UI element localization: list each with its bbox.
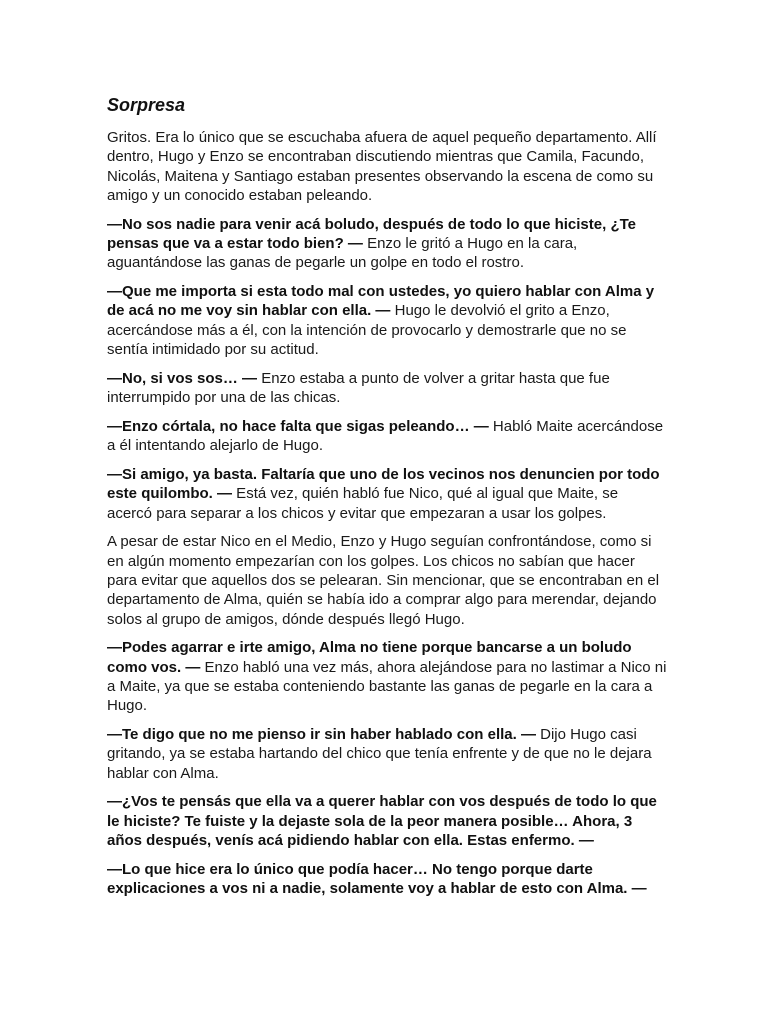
paragraph bbox=[107, 725, 667, 783]
dialogue-bold: —Enzo córtala, no hace falta que sigas peleando… — bbox=[107, 417, 489, 435]
narration-text: Hugo le devolvió el grito a Enzo, acercándose más a él, con la intención de provocarlo y demostrarle que no se sentía intimidado por su actitud. bbox=[107, 302, 627, 358]
narration-text: Dijo Hugo casi gritando, ya se estaba hartando del chico que tenía enfrente y de que no le dejara hablar con Alma. bbox=[107, 726, 652, 782]
dialogue-bold: —Si amigo, ya basta. Faltaría que uno de los vecinos nos denuncien por todo este quilombo. — bbox=[107, 465, 660, 503]
dialogue-bold: —Lo que hice era lo único que podía hacer… No tengo porque darte explicaciones a vos ni a nadie, solamente voy a hablar de esto con Alma. — bbox=[107, 860, 647, 898]
paragraph bbox=[107, 465, 667, 523]
paragraph bbox=[107, 532, 667, 628]
paragraph bbox=[107, 417, 667, 456]
narration-text: Está vez, quién habló fue Nico, qué al igual que Maite, se acercó para separar a los chicos y evitar que empezaran a usar los golpes. bbox=[107, 485, 619, 522]
dialogue-bold: —No, si vos sos… — bbox=[107, 369, 258, 387]
paragraph bbox=[107, 792, 667, 850]
paragraph bbox=[107, 282, 667, 359]
paragraph bbox=[107, 128, 667, 205]
dialogue-bold: —Podes agarrar e irte amigo, Alma no tiene porque bancarse a un boludo como vos. — bbox=[107, 639, 632, 676]
paragraph bbox=[107, 860, 667, 899]
dialogue-bold: —Que me importa si esta todo mal con ustedes, yo quiero hablar con Alma y de acá no me voy sin hablar con ella. — bbox=[107, 283, 655, 320]
paragraph bbox=[107, 369, 667, 408]
dialogue-bold: —Te digo que no me pienso ir sin haber hablado con ella. — bbox=[107, 726, 536, 744]
document-page bbox=[107, 94, 667, 908]
narration-text: Enzo habló una vez más, ahora alejándose para no lastimar a Nico ni a Maite, ya que se estaba conteniendo bastante las ganas de pegarle en la cara a Hugo. bbox=[107, 658, 667, 715]
paragraph bbox=[107, 215, 667, 273]
narration-text: Habló Maite acercándose a él intentando alejarlo de Hugo. bbox=[107, 417, 664, 455]
document-title: Sorpresa bbox=[107, 95, 186, 115]
narration-text: A pesar de estar Nico en el Medio, Enzo y Hugo seguían confrontándose, como si en algún momento empezarían con los golpes. Los chicos no sabían que hacer para evitar que aquellos dos se pelearan. Sin mencionar, que se encontraban en el departamento de Alma, quién se había ido a comprar algo para merendar, dejando solos al grupo de amigos, dónde después llegó Hugo. bbox=[107, 533, 660, 628]
dialogue-bold: —¿Vos te pensás que ella va a querer hablar con vos después de todo lo que le hiciste? Te fuiste y la dejaste sola de la peor manera posible… Ahora, 3 años después, venís acá pidiendo hablar con ella. Estas enfermo. — bbox=[107, 793, 657, 849]
narration-text: Enzo estaba a punto de volver a gritar hasta que fue interrumpido por una de las chicas. bbox=[107, 369, 610, 407]
narration-text: Gritos. Era lo único que se escuchaba afuera de aquel pequeño departamento. Allí dentro, Hugo y Enzo se encontraban discutiendo mientras que Camila, Facundo, Nicolás, Maitena y Santiago estaban presentes observando la escena de como su amigo y un conocido estaban peleando. bbox=[107, 129, 657, 204]
paragraph bbox=[107, 638, 667, 715]
dialogue-bold: —No sos nadie para venir acá boludo, después de todo lo que hiciste, ¿Te pensas que va a estar todo bien? — bbox=[107, 215, 636, 252]
narration-text: Enzo le gritó a Hugo en la cara, aguantándose las ganas de pegarle un golpe en todo el rostro. bbox=[107, 234, 578, 272]
